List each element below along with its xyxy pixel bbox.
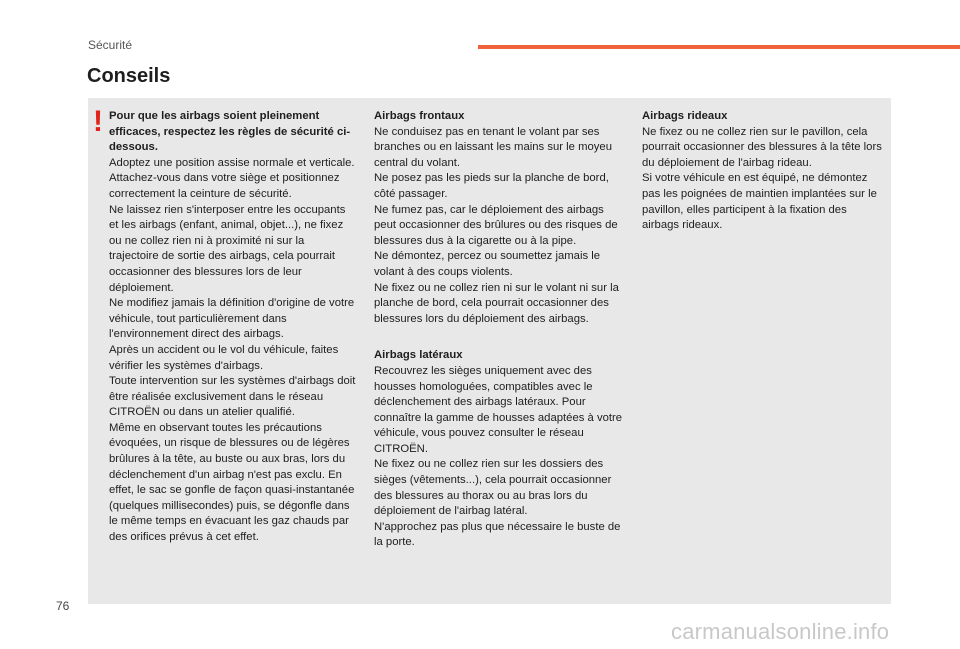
warning-column bbox=[109, 109, 357, 546]
curtain-title: Airbags rideaux bbox=[642, 110, 728, 122]
warning-paragraph: Ne laissez rien s'interposer entre les occupants et les airbags (enfant, animal, objet...), ne fixez ou ne collez rien ni à proximité ni sur la trajectoire de sortie des airbags, cela pourrait occasionner des blessures lors de leur déploiement. bbox=[109, 203, 346, 294]
warning-paragraph: Même en observant toutes les précautions évoquées, un risque de blessures ou de légères brûlures à la tête, au buste ou aux bras, lors du déclenchement d'un airbag n'est pas exclu. En effet, le sac se gonfle de façon quasi-instantanée (quelques millisecondes) puis, se dégonfle dans le même temps en évacuant les gaz chauds par des orifices prévus à cet effet. bbox=[109, 421, 355, 544]
curtain-paragraph: Si votre véhicule en est équipé, ne démontez pas les poignées de maintien implantées sur le pavillon, elles participent à la fixation des airbags rideaux. bbox=[642, 172, 877, 232]
page-number: 76 bbox=[56, 599, 70, 613]
frontal-paragraph: Ne posez pas les pieds sur la planche de bord, côté passager. bbox=[374, 172, 609, 200]
page-title: Conseils bbox=[87, 65, 171, 87]
frontal-title: Airbags frontaux bbox=[374, 110, 465, 122]
frontal-paragraph: Ne démontez, percez ou soumettez jamais le volant à des coups violents. bbox=[374, 250, 601, 278]
section-gap bbox=[374, 327, 624, 348]
header-accent-bar bbox=[478, 45, 960, 49]
warning-intro: Pour que les airbags soient pleinement efficaces, respectez les règles de sécurité ci-dessous. bbox=[109, 110, 351, 154]
curtain-column bbox=[642, 109, 886, 234]
warning-paragraph: Ne modifiez jamais la définition d'origine de votre véhicule, tout particulièrement dans l'environnement direct des airbags. bbox=[109, 297, 355, 341]
lateral-paragraph: Ne fixez ou ne collez rien sur les dossiers des sièges (vêtements...), cela pourrait occasionner des blessures au thorax ou au bras lors du déploiement de l'airbag latéral. bbox=[374, 458, 612, 518]
curtain-paragraph: Ne fixez ou ne collez rien sur le pavillon, cela pourrait occasionner des blessures à la tête lors du déploiement de l'airbag rideau. bbox=[642, 125, 882, 169]
warning-paragraph: Après un accident ou le vol du véhicule, faites vérifier les systèmes d'airbags. bbox=[109, 343, 339, 372]
warning-paragraph: Adoptez une position assise normale et verticale. bbox=[109, 156, 355, 169]
lateral-title: Airbags latéraux bbox=[374, 349, 463, 362]
frontal-paragraph: Ne conduisez pas en tenant le volant par ses branches ou en laissant les mains sur le moyeu central du volant. bbox=[374, 125, 612, 169]
frontal-paragraph: Ne fumez pas, car le déploiement des airbags peut occasionner des brûlures ou des risques de blessures dus à la cigarette ou à la pipe. bbox=[374, 203, 618, 247]
warning-paragraph: Attachez-vous dans votre siège et positionnez correctement la ceinture de sécurité. bbox=[109, 172, 340, 200]
warning-paragraph: Toute intervention sur les systèmes d'airbags doit être réalisée exclusivement dans le réseau CITROËN ou dans un atelier qualifié. bbox=[109, 375, 356, 419]
exclamation-icon: ! bbox=[93, 105, 103, 138]
frontal-lateral-column bbox=[374, 109, 624, 551]
section-label: Sécurité bbox=[88, 38, 133, 52]
lateral-paragraph: Recouvrez les sièges uniquement avec des housses homologuées, compatibles avec le déclenchement des airbags latéraux. Pour connaître la gamme de housses adaptées à votre véhicule, vous pouvez consulter le réseau CITROËN. bbox=[374, 364, 623, 455]
watermark: carmanualsonline.info bbox=[671, 619, 890, 644]
frontal-paragraph: Ne fixez ou ne collez rien ni sur le volant ni sur la planche de bord, cela pourrait occasionner des blessures lors du déploiement des airbags. bbox=[374, 281, 619, 325]
lateral-paragraph: N'approchez pas plus que nécessaire le buste de la porte. bbox=[374, 520, 621, 549]
